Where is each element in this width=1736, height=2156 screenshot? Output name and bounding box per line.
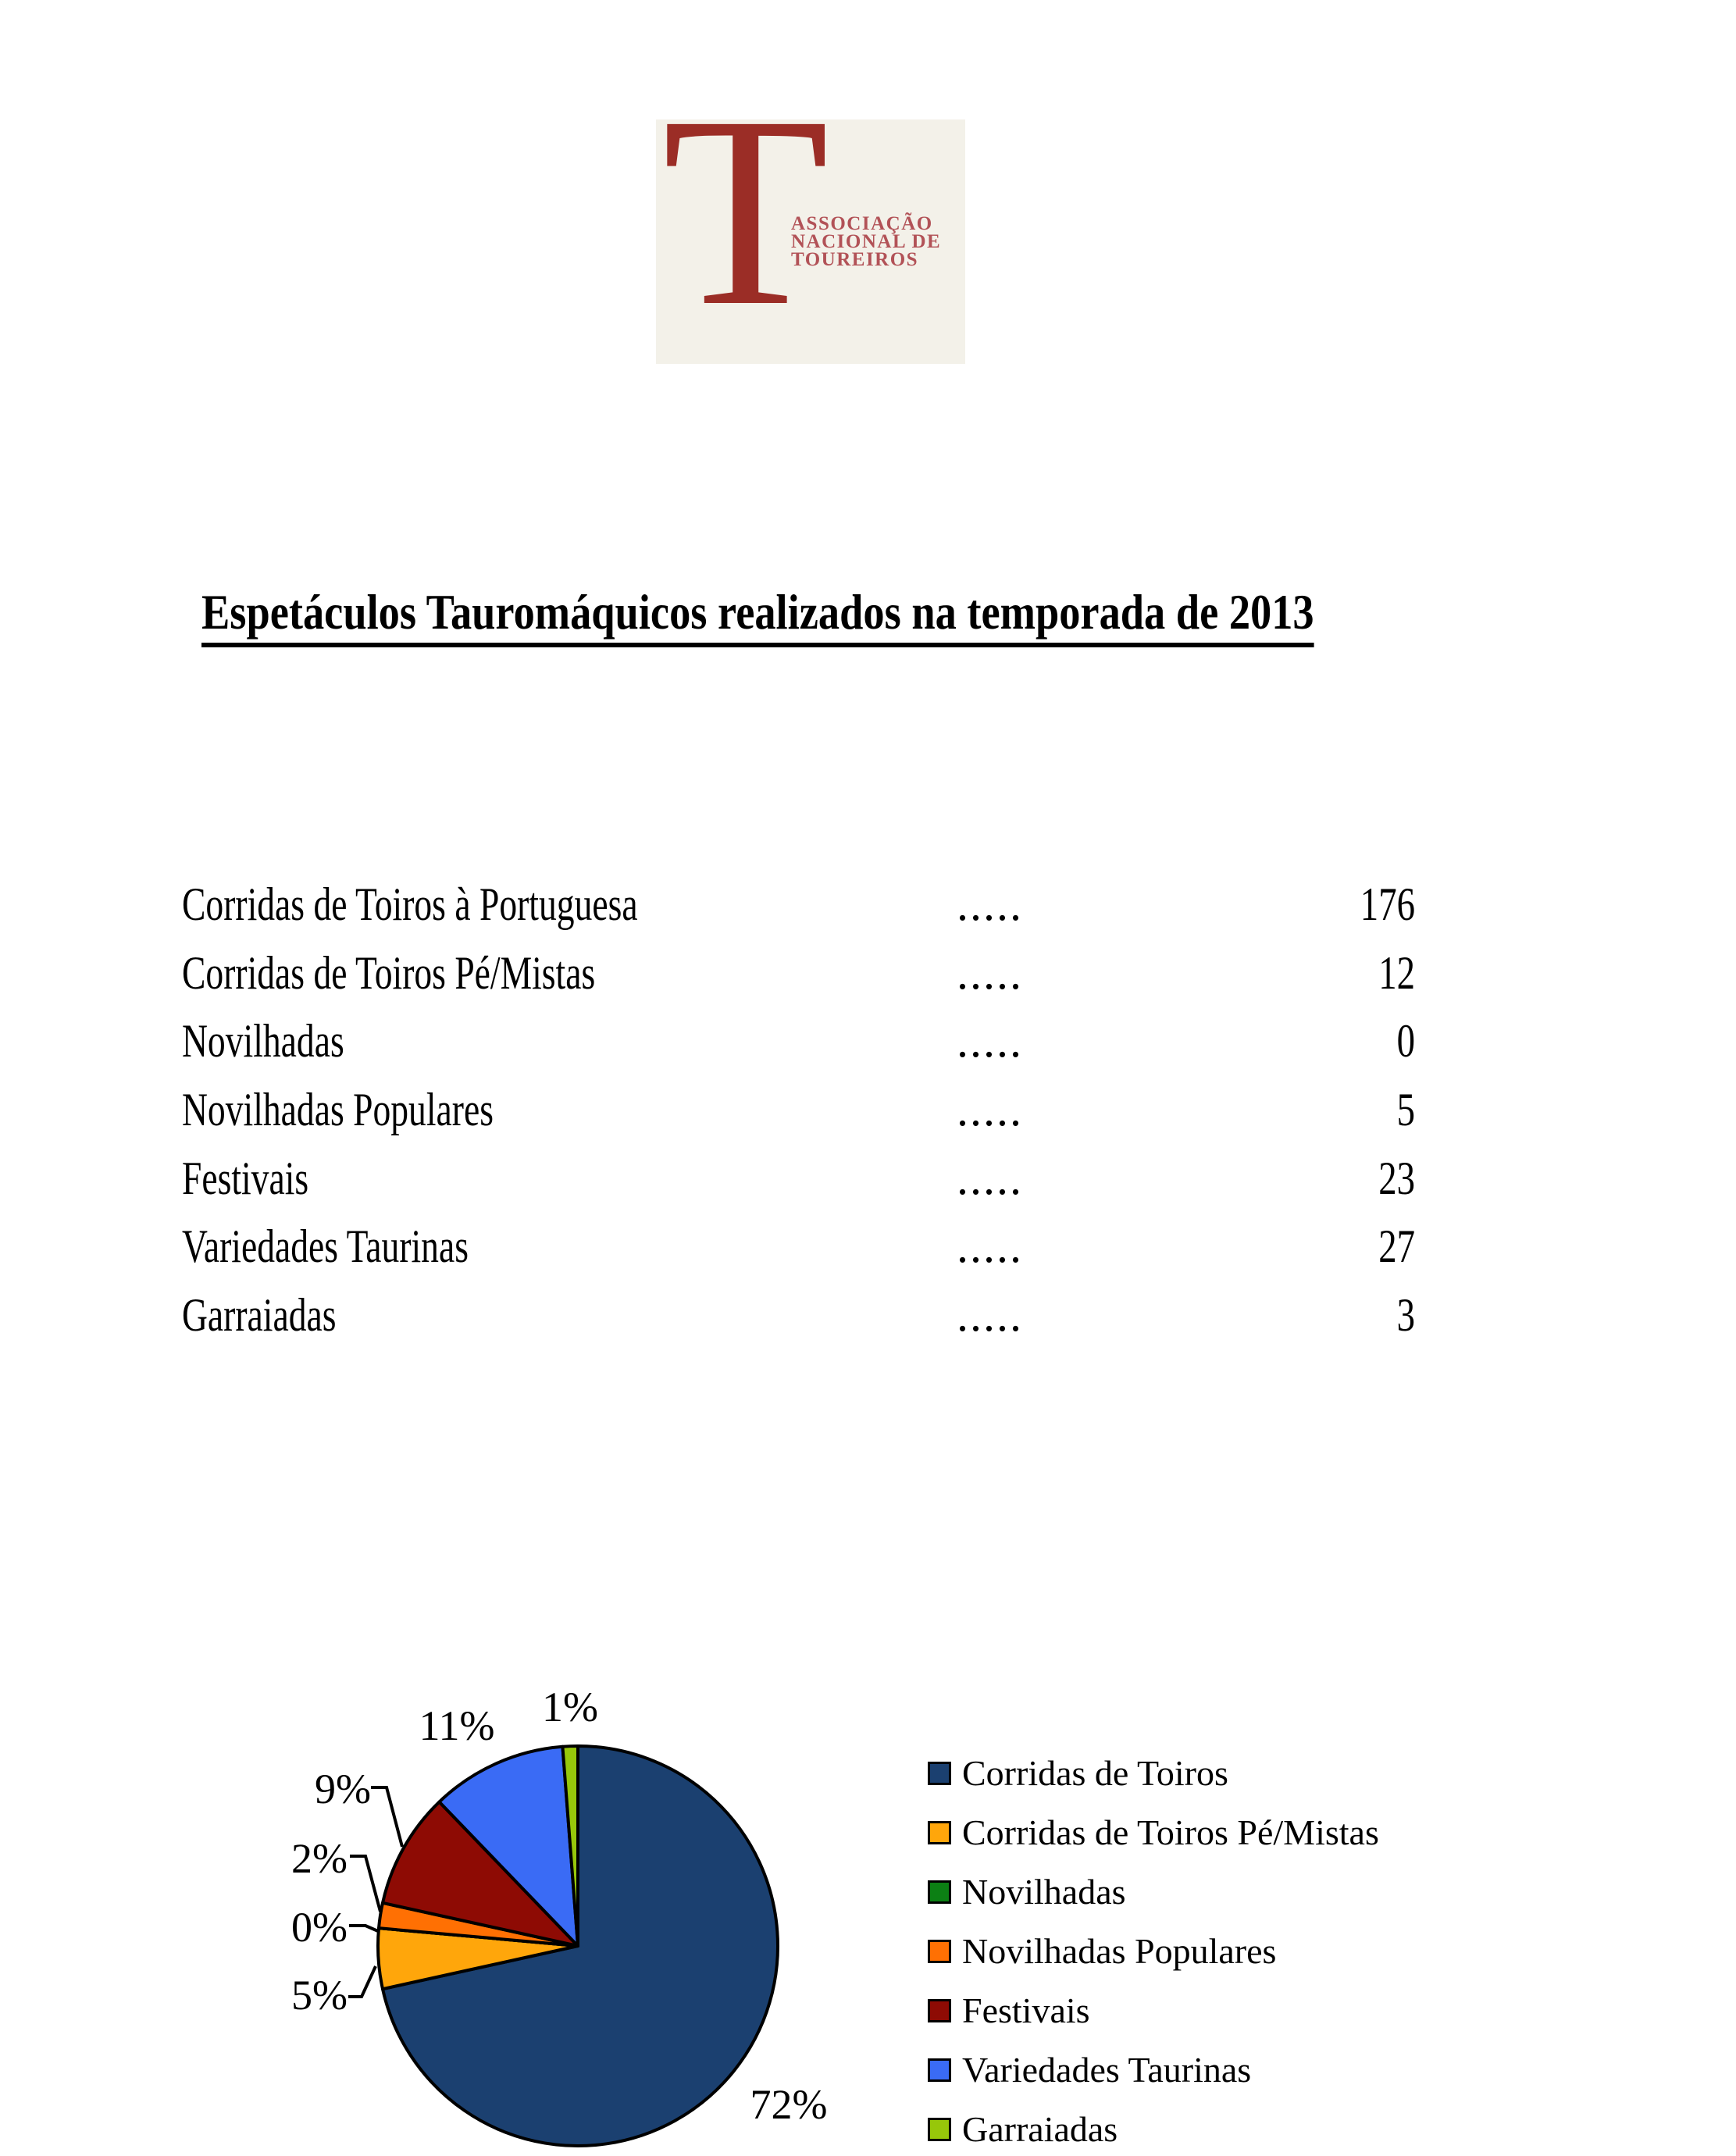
list-row: [0, 878, 1736, 943]
logo-line-3: TOUREIROS: [791, 249, 919, 270]
pie-label-novilhadas-pop: 2%: [291, 1835, 348, 1882]
list-row: [0, 1086, 1736, 1149]
legend-item-novilhadas-pop: [928, 1930, 1276, 1973]
list-row: [0, 1155, 1736, 1217]
legend-label: Festivais: [962, 1990, 1090, 2030]
row-dots: .....: [957, 947, 1023, 999]
pie-label-novilhadas: 0%: [291, 1904, 348, 1951]
logo-line-2: NACIONAL DE: [791, 231, 942, 252]
list-row: [0, 1289, 1736, 1354]
legend-label: Corridas de Toiros Pé/Mistas: [962, 1812, 1379, 1852]
legend-item-corridas-toiros: [928, 1752, 1228, 1795]
legend-label: Novilhadas Populares: [962, 1931, 1277, 1971]
row-value: 176: [1360, 878, 1415, 930]
row-value: 27: [1378, 1221, 1415, 1272]
legend-swatch: [928, 2118, 951, 2141]
legend-swatch: [928, 1821, 951, 1844]
row-dots: .....: [957, 1153, 1023, 1204]
legend-item-garraiadas: [928, 2108, 1118, 2151]
legend-label: Novilhadas: [962, 1872, 1126, 1912]
legend-label: Corridas de Toiros: [962, 1753, 1228, 1793]
pie-label-festivais: 9%: [315, 1766, 371, 1812]
logo-text: [791, 215, 941, 269]
row-dots: .....: [957, 1289, 1023, 1341]
pie-label-garraiadas: 1%: [542, 1684, 598, 1730]
legend-swatch: [928, 1940, 951, 1963]
row-dots: .....: [957, 1221, 1023, 1272]
legend-label: Garraiadas: [962, 2109, 1118, 2149]
legend-swatch: [928, 1880, 951, 1904]
row-value: 23: [1378, 1153, 1415, 1204]
legend-swatch: [928, 2058, 951, 2082]
legend-item-festivais: [928, 1989, 1090, 2033]
legend-item-novilhadas: [928, 1870, 1126, 1914]
list-row: [0, 947, 1736, 1012]
leader-line-2pct: [350, 1856, 380, 1912]
row-dots: .....: [957, 878, 1023, 930]
pie-label-variedades: 11%: [419, 1702, 495, 1749]
row-value: 3: [1396, 1289, 1415, 1341]
row-label: Variedades Taurinas: [182, 1221, 469, 1272]
pie-label-corridas-toiros: 72%: [750, 2081, 828, 2128]
leader-line-9pct: [371, 1787, 402, 1847]
row-label: Festivais: [182, 1153, 309, 1204]
pie-slices: [378, 1746, 778, 2146]
legend-swatch: [928, 1999, 951, 2022]
row-label: Corridas de Toiros à Portuguesa: [182, 878, 638, 930]
row-label: Novilhadas Populares: [182, 1084, 494, 1135]
ant-logo: [656, 59, 965, 364]
logo-t-mark: T: [662, 59, 829, 362]
legend-swatch: [928, 1762, 951, 1785]
pie-label-pe-mistas: 5%: [291, 1972, 348, 2019]
row-label: Garraiadas: [182, 1289, 337, 1341]
leader-line-5pct: [348, 1966, 376, 1997]
row-dots: .....: [957, 1084, 1023, 1135]
legend-item-variedades: [928, 2048, 1251, 2092]
list-row: [0, 1017, 1736, 1080]
leader-line-0pct: [349, 1926, 378, 1931]
legend-item-pe-mistas: [928, 1811, 1379, 1855]
logo-line-1: ASSOCIAÇÃO: [791, 213, 933, 234]
row-label: Novilhadas: [182, 1015, 344, 1067]
list-row: [0, 1223, 1736, 1285]
row-value: 5: [1396, 1084, 1415, 1135]
row-value: 12: [1378, 947, 1415, 999]
legend-label: Variedades Taurinas: [962, 2050, 1252, 2090]
row-dots: .....: [957, 1015, 1023, 1067]
row-value: 0: [1396, 1015, 1415, 1067]
row-label: Corridas de Toiros Pé/Mistas: [182, 947, 596, 999]
page-title: Espetáculos Tauromáquicos realizados na temporada de 2013: [201, 587, 1314, 647]
